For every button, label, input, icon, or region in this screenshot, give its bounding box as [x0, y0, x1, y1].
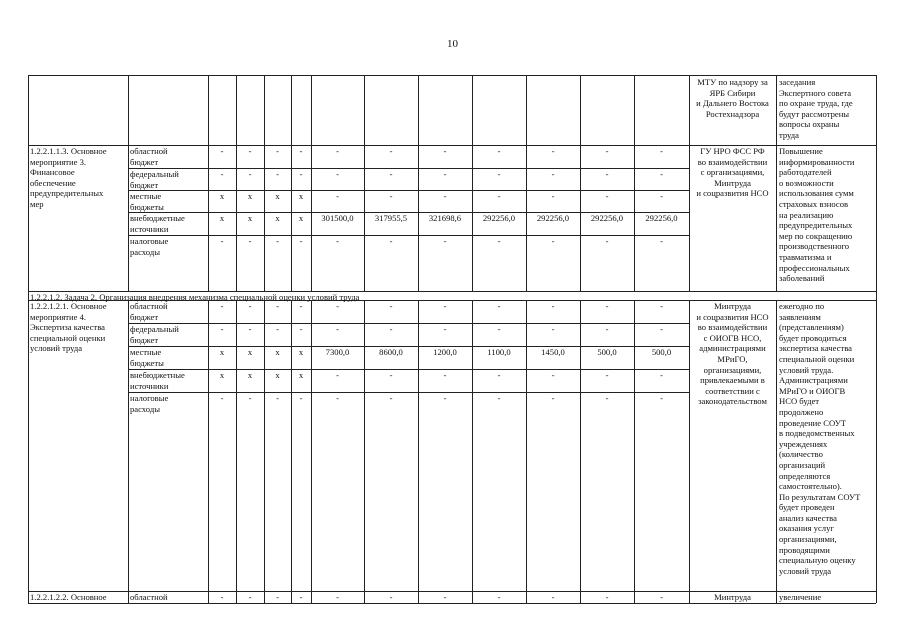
- funding-value: -: [389, 370, 393, 380]
- funding-value: -: [660, 592, 663, 602]
- column-divider: [128, 300, 129, 603]
- funding-value: 292256,0: [645, 213, 678, 223]
- funding-value: -: [248, 236, 252, 246]
- funding-value: -: [605, 169, 609, 179]
- funding-value: -: [605, 324, 609, 334]
- funding-value: -: [389, 592, 393, 602]
- funding-value: 292256,0: [536, 213, 570, 223]
- funding-value: 301500,0: [321, 213, 354, 223]
- funding-value: x: [298, 370, 304, 380]
- funding-value: x: [298, 213, 304, 223]
- funding-value: -: [220, 324, 224, 334]
- funding-value: -: [551, 191, 555, 201]
- measure-title: 1.2.2.1.1.3. Основное мероприятие 3. Финансовое обеспечение предупредительных мер: [30, 146, 107, 209]
- funding-value: -: [660, 324, 663, 334]
- funding-value: x: [275, 213, 280, 223]
- funding-value: x: [298, 347, 304, 357]
- funding-value: -: [276, 324, 279, 334]
- funding-value: -: [336, 393, 339, 403]
- funding-value: -: [336, 370, 339, 380]
- result-cell: увеличение: [779, 592, 822, 602]
- funding-value: -: [551, 146, 555, 156]
- funding-value: -: [276, 592, 279, 602]
- funding-value: x: [275, 347, 280, 357]
- funding-source: местные бюджеты: [130, 347, 164, 368]
- column-divider: [634, 300, 635, 603]
- table-bottom-border: [28, 603, 876, 604]
- funding-value: -: [605, 146, 609, 156]
- funding-value: 500,0: [651, 347, 672, 357]
- column-divider: [418, 300, 419, 603]
- funding-value: -: [497, 592, 501, 602]
- funding-value: -: [443, 169, 447, 179]
- table-right-border: [876, 75, 877, 603]
- funding-value: -: [443, 301, 447, 311]
- funding-value: -: [443, 146, 447, 156]
- funding-value: -: [248, 146, 252, 156]
- funding-source: налоговые расходы: [130, 236, 169, 257]
- funding-value: 317955,5: [374, 213, 408, 223]
- funding-value: -: [299, 146, 303, 156]
- column-divider: [634, 75, 635, 291]
- funding-value: x: [247, 370, 253, 380]
- funding-value: -: [220, 393, 224, 403]
- task-heading: 1.2.2.1.2. Задача 2. Организация внедрения механизма специальной оценки условий труда: [30, 292, 360, 302]
- funding-value: -: [605, 370, 609, 380]
- funding-value: -: [551, 592, 555, 602]
- column-divider: [364, 75, 365, 291]
- executor-cell: МТУ по надзору за ЯРБ Сибири и Дальнего Востока Ростехнадзора: [696, 77, 769, 119]
- funding-value: -: [551, 169, 555, 179]
- funding-value: -: [551, 301, 555, 311]
- funding-value: x: [298, 191, 304, 201]
- funding-value: x: [247, 191, 253, 201]
- funding-value: -: [299, 393, 303, 403]
- column-divider: [291, 300, 292, 603]
- funding-value: -: [497, 146, 501, 156]
- funding-value: -: [443, 324, 447, 334]
- funding-source: местные бюджеты: [130, 191, 164, 212]
- funding-value: 1100,0: [487, 347, 511, 357]
- result-cell: Повышение информированности работодателей о возможности использования сумм страховых взносов на реализацию предупредительных мер по сокращению производственного травматизма и профессиональных заболеваний: [779, 146, 855, 284]
- funding-value: -: [497, 324, 501, 334]
- funding-value: -: [276, 301, 279, 311]
- funding-value: -: [497, 236, 501, 246]
- funding-value: -: [336, 191, 339, 201]
- funding-value: -: [299, 169, 303, 179]
- measure-title: 1.2.2.1.2.2. Основное: [30, 592, 107, 602]
- funding-value: -: [660, 169, 663, 179]
- funding-value: x: [275, 191, 280, 201]
- column-divider: [472, 300, 473, 603]
- funding-source: налоговые расходы: [130, 393, 169, 414]
- funding-value: x: [219, 370, 225, 380]
- funding-value: -: [660, 146, 663, 156]
- result-cell: ежегодно по заявлениям (представлениям) будет проводиться экспертиза качества специальной оценки условий труда. Администрациями МРиГО и ОИОГВ НСО будет продолжено проведение СОУТ в подведомственных учреждениях (количество организаций определяются самостоятельно). По результатам СОУТ будет проведен анализ качества оказания услуг организациями, проводящими специальную оценку условий труда: [779, 301, 861, 576]
- funding-value: -: [497, 370, 501, 380]
- funding-value: 292256,0: [590, 213, 624, 223]
- funding-value: -: [248, 592, 252, 602]
- funding-source: областной бюджет: [130, 146, 168, 167]
- funding-source: областной бюджет: [130, 301, 168, 322]
- funding-value: -: [336, 301, 339, 311]
- column-divider: [472, 75, 473, 291]
- column-divider: [311, 75, 312, 291]
- funding-value: x: [247, 347, 253, 357]
- executor-cell: Минтруда: [714, 592, 751, 602]
- column-divider: [208, 300, 209, 603]
- funding-value: 321698,6: [428, 213, 462, 223]
- funding-value: -: [389, 324, 393, 334]
- funding-value: x: [247, 213, 253, 223]
- funding-value: 7300,0: [325, 347, 350, 357]
- funding-source: внебюджетные источники: [130, 213, 185, 234]
- funding-value: -: [248, 169, 252, 179]
- column-divider: [311, 300, 312, 603]
- result-cell: заседания Экспертного совета по охране труда, где будут рассмотрены вопросы охраны труда: [779, 77, 853, 140]
- funding-value: -: [443, 592, 447, 602]
- column-divider: [526, 300, 527, 603]
- executor-cell: Минтруда и соцразвития НСО во взаимодействии с ОИОГВ НСО, администрациями МРиГО, организациями, привлекаемыми в соответствии с законодательством: [696, 301, 769, 407]
- funding-value: x: [219, 347, 225, 357]
- funding-value: -: [660, 236, 663, 246]
- measure-title: 1.2.2.1.2.1. Основное мероприятие 4. Экспертиза качества специальной оценки условий труда: [30, 301, 107, 354]
- funding-value: -: [443, 236, 447, 246]
- funding-value: -: [497, 301, 501, 311]
- column-divider: [776, 75, 777, 291]
- funding-value: -: [551, 324, 555, 334]
- funding-value: -: [605, 236, 609, 246]
- funding-value: -: [220, 301, 224, 311]
- funding-value: -: [443, 393, 447, 403]
- funding-value: -: [220, 592, 224, 602]
- table-left-border: [28, 75, 29, 603]
- column-divider: [776, 300, 777, 603]
- column-divider: [418, 75, 419, 291]
- column-divider: [264, 75, 265, 291]
- funding-source: внебюджетные источники: [130, 370, 185, 391]
- column-divider: [236, 300, 237, 603]
- funding-value: -: [389, 169, 393, 179]
- funding-value: -: [299, 301, 303, 311]
- column-divider: [580, 75, 581, 291]
- funding-value: -: [336, 324, 339, 334]
- page-number: 10: [447, 38, 458, 50]
- funding-value: -: [660, 393, 663, 403]
- funding-value: -: [660, 370, 663, 380]
- funding-value: -: [605, 191, 609, 201]
- column-divider: [236, 75, 237, 291]
- funding-value: 1450,0: [541, 347, 565, 357]
- funding-value: -: [443, 370, 447, 380]
- funding-value: -: [220, 236, 224, 246]
- funding-value: -: [389, 236, 393, 246]
- funding-value: 8600,0: [379, 347, 403, 357]
- funding-value: -: [276, 169, 279, 179]
- funding-value: -: [248, 301, 252, 311]
- funding-source: федеральный бюджет: [130, 169, 179, 190]
- column-divider: [264, 300, 265, 603]
- funding-value: -: [605, 393, 609, 403]
- funding-value: -: [276, 146, 279, 156]
- column-divider: [291, 75, 292, 291]
- funding-value: -: [248, 393, 252, 403]
- funding-value: -: [551, 393, 555, 403]
- funding-value: -: [389, 146, 393, 156]
- funding-value: -: [605, 592, 609, 602]
- funding-value: -: [248, 324, 252, 334]
- funding-source: федеральный бюджет: [130, 324, 179, 345]
- executor-cell: ГУ НРО ФСС РФ во взаимодействии с организациями, Минтруда и соцразвития НСО: [696, 146, 769, 199]
- funding-value: x: [275, 370, 280, 380]
- funding-value: x: [219, 213, 225, 223]
- funding-value: x: [219, 191, 225, 201]
- funding-value: -: [660, 191, 663, 201]
- funding-value: -: [389, 191, 393, 201]
- funding-value: -: [299, 236, 303, 246]
- funding-value: -: [299, 592, 303, 602]
- funding-value: -: [443, 191, 447, 201]
- funding-value: -: [551, 370, 555, 380]
- funding-value: -: [497, 169, 501, 179]
- funding-value: -: [336, 592, 339, 602]
- column-divider: [526, 75, 527, 291]
- funding-value: -: [336, 146, 339, 156]
- funding-value: 1200,0: [433, 347, 457, 357]
- funding-value: 500,0: [597, 347, 617, 357]
- funding-value: -: [220, 146, 224, 156]
- funding-value: -: [497, 393, 501, 403]
- funding-value: -: [497, 191, 501, 201]
- funding-value: -: [389, 393, 393, 403]
- funding-source: областной: [130, 592, 168, 602]
- funding-value: -: [276, 236, 279, 246]
- funding-value: -: [389, 301, 393, 311]
- funding-value: 292256,0: [482, 213, 516, 223]
- column-divider: [364, 300, 365, 603]
- funding-value: -: [336, 169, 339, 179]
- column-divider: [208, 75, 209, 291]
- funding-value: -: [551, 236, 555, 246]
- funding-value: -: [299, 324, 303, 334]
- funding-value: -: [220, 169, 224, 179]
- table-top-border: [28, 75, 876, 76]
- funding-value: -: [336, 236, 339, 246]
- column-divider: [128, 75, 129, 291]
- funding-value: -: [660, 301, 663, 311]
- funding-value: -: [276, 393, 279, 403]
- column-divider: [580, 300, 581, 603]
- funding-value: -: [605, 301, 609, 311]
